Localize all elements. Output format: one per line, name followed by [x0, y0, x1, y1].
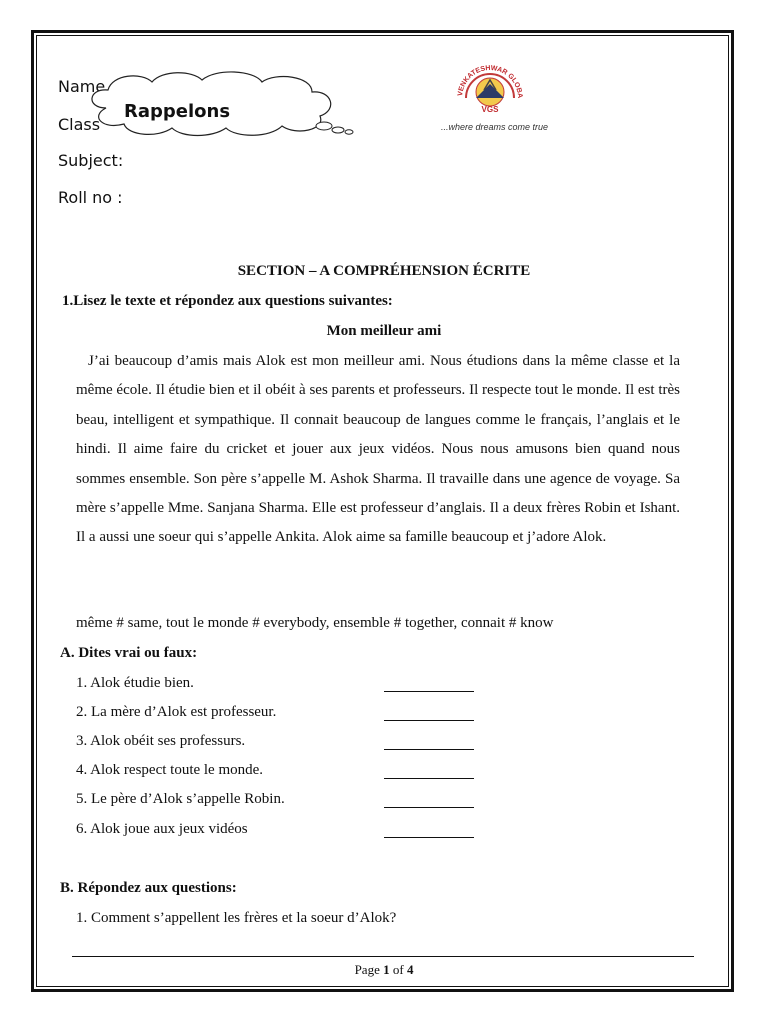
- roll-no-label: Roll no :: [58, 188, 123, 207]
- rappelons-text: Rappelons: [124, 101, 231, 122]
- question-1: 1. Comment s’appellent les frères et la soeur d’Alok?: [76, 910, 397, 926]
- class-label: Class: [58, 115, 101, 134]
- subject-label: Subject:: [58, 151, 124, 170]
- answer-blank[interactable]: [384, 837, 474, 838]
- true-false-item: 2. La mère d’Alok est professeur.: [76, 704, 277, 720]
- reading-passage: [76, 347, 680, 553]
- section-title: SECTION – A COMPRÉHENSION ÉCRITE: [237, 263, 531, 279]
- footer-rule: [72, 956, 694, 957]
- passage-text: J’ai beaucoup d’amis mais Alok est mon meilleur ami. Nous étudions dans la même classe et la même école. Il étudie bien et il obéit à ses parents et professeurs. Il respecte tout le monde. Il est très beau, intelligent et sympathique. Il connait beaucoup de langues comme le français, l’anglais et le hindi. Il aime faire du cricket et jouer aux jeux vidéos. Nous nous amusons bien quand nous sommes ensemble. Son père s’appelle M. Ashok Sharma. Il travaille dans une agence de voyage. Sa mère s’appelle Mme. Sanjana Sharma. Elle est professeur d’anglais. Il a deux frères Robin et Ishant. Il a aussi une soeur qui s’appelle Ankita. Alok aime sa famille beaucoup et j’adore Alok.: [76, 353, 680, 546]
- svg-text:VGS: VGS: [481, 105, 499, 114]
- answer-blank[interactable]: [384, 778, 474, 779]
- answer-blank[interactable]: [384, 807, 474, 808]
- page-word: Page: [354, 962, 380, 977]
- name-label: Name: [58, 77, 106, 96]
- true-false-item: 1. Alok étudie bien.: [76, 675, 194, 691]
- passage-title: Mon meilleur ami: [326, 323, 442, 339]
- page-total: 4: [406, 962, 414, 977]
- page-footer: [0, 962, 768, 978]
- of-word: of: [392, 962, 404, 977]
- rappelons-cloud: [76, 68, 356, 140]
- glossary-line: même # same, tout le monde # everybody, ensemble # together, connait # know: [76, 615, 554, 631]
- true-false-item: 6. Alok joue aux jeux vidéos: [76, 821, 248, 837]
- true-false-item: 3. Alok obéit ses professurs.: [76, 733, 246, 749]
- part-a-heading: A. Dites vrai ou faux:: [60, 645, 198, 661]
- svg-text:VENKATESHWAR GLOBAL SCHOOL: VENKATESHWAR GLOBA: [457, 64, 524, 99]
- part-b-heading: B. Répondez aux questions:: [60, 880, 237, 896]
- answer-blank[interactable]: [384, 720, 474, 721]
- page-number: 1: [383, 962, 390, 977]
- answer-blank[interactable]: [384, 691, 474, 692]
- instruction-text: 1.Lisez le texte et répondez aux questions suivantes:: [62, 293, 393, 309]
- school-tagline: ...where dreams come true: [441, 122, 549, 132]
- answer-blank[interactable]: [384, 749, 474, 750]
- true-false-item: 4. Alok respect toute le monde.: [76, 762, 264, 778]
- true-false-item: 5. Le père d’Alok s’appelle Robin.: [76, 791, 285, 807]
